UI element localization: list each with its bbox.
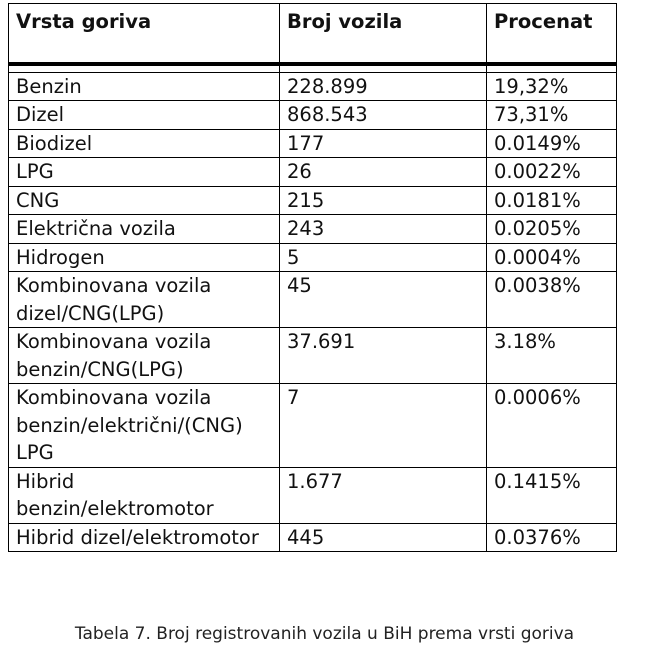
cell-fuel-type: Električna vozila [9,215,280,244]
cell-fuel-type: Biodizel [9,129,280,158]
cell-percentage: 0.1415% [487,467,617,523]
header-vehicle-count: Broj vozila [280,4,487,64]
table-row [9,467,617,523]
table-row [9,328,617,384]
cell-fuel-type: Kombinovana vozila benzin/električni/(CNG) LPG [9,384,280,468]
cell-percentage: 0.0038% [487,272,617,328]
cell-vehicle-count: 1.677 [280,467,487,523]
cell-vehicle-count: 228.899 [280,72,487,101]
header-separator [9,64,617,73]
cell-percentage: 0.0004% [487,243,617,272]
table-row [9,72,617,101]
cell-vehicle-count: 26 [280,158,487,187]
cell-vehicle-count: 177 [280,129,487,158]
cell-fuel-type: LPG [9,158,280,187]
cell-vehicle-count: 868.543 [280,101,487,130]
table-caption: Tabela 7. Broj registrovanih vozila u BiH prema vrsti goriva [74,624,575,644]
table-row [9,215,617,244]
cell-percentage: 3.18% [487,328,617,384]
cell-fuel-type: Kombinovana vozila dizel/CNG(LPG) [9,272,280,328]
cell-percentage: 0.0022% [487,158,617,187]
cell-vehicle-count: 7 [280,384,487,468]
cell-vehicle-count: 37.691 [280,328,487,384]
table-row [9,158,617,187]
cell-fuel-type: Dizel [9,101,280,130]
table-header-row [9,4,617,64]
cell-fuel-type: CNG [9,186,280,215]
cell-percentage: 0.0181% [487,186,617,215]
cell-vehicle-count: 5 [280,243,487,272]
table-row [9,101,617,130]
cell-vehicle-count: 243 [280,215,487,244]
header-percentage: Procenat [487,4,617,64]
cell-percentage: 0.0149% [487,129,617,158]
cell-vehicle-count: 215 [280,186,487,215]
cell-fuel-type: Benzin [9,72,280,101]
cell-percentage: 0.0376% [487,523,617,552]
cell-fuel-type: Hibrid dizel/elektromotor [9,523,280,552]
table-row [9,272,617,328]
cell-percentage: 0.0006% [487,384,617,468]
table-row [9,523,617,552]
table-row [9,186,617,215]
header-fuel-type: Vrsta goriva [9,4,280,64]
cell-percentage: 0.0205% [487,215,617,244]
cell-vehicle-count: 445 [280,523,487,552]
table-row [9,243,617,272]
fuel-type-table [8,3,617,552]
cell-percentage: 73,31% [487,101,617,130]
table-row [9,384,617,468]
cell-fuel-type: Hidrogen [9,243,280,272]
cell-fuel-type: Kombinovana vozila benzin/CNG(LPG) [9,328,280,384]
table-row [9,129,617,158]
cell-vehicle-count: 45 [280,272,487,328]
cell-percentage: 19,32% [487,72,617,101]
cell-fuel-type: Hibrid benzin/elektromotor [9,467,280,523]
